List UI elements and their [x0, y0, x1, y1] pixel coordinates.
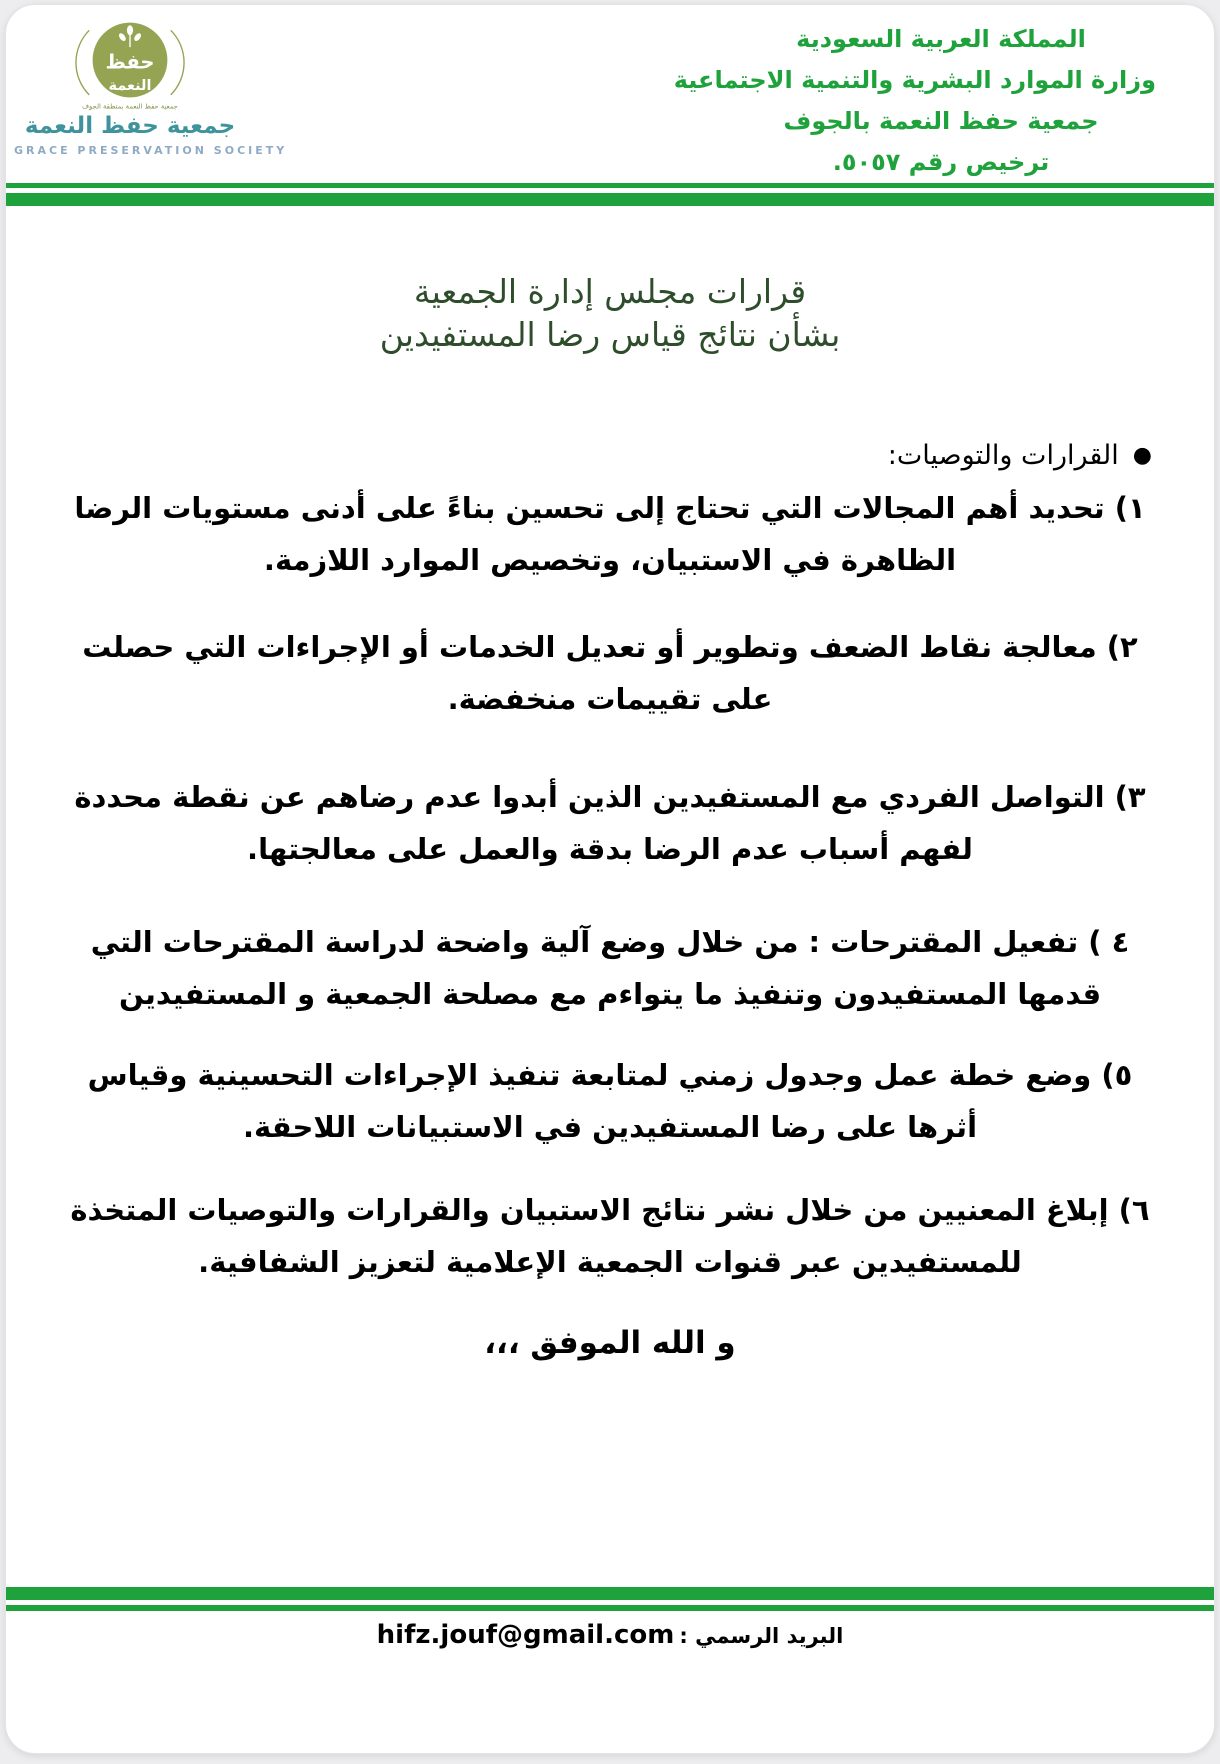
closing-phrase: و الله الموفق ،،، [484, 1325, 736, 1361]
org-header-block [673, 19, 1156, 183]
section-heading-text: القرارات والتوصيات: [887, 440, 1119, 471]
letterhead [6, 5, 1214, 183]
org-line-license: ترخيص رقم ٥٠٥٧. [832, 148, 1050, 176]
org-line-ministry: وزارة الموارد البشرية والتنمية الاجتماعية [673, 66, 1156, 94]
separator-thick-bar [6, 193, 1214, 206]
bullet-icon: ● [1132, 443, 1152, 468]
section-heading [68, 436, 1152, 476]
logo-block [14, 15, 288, 157]
badge-arc-caption: جمعية حفظ النعمة بمنطقة الجوف [82, 102, 178, 111]
logo-wordmark-english: GRACE PRESERVATION SOCIETY [14, 144, 288, 157]
header-separator [6, 183, 1214, 206]
footer-thick-bar [6, 1587, 1214, 1600]
decision-item-5: ٥) وضع خطة عمل وجدول زمني لمتابعة تنفيذ الإجراءات التحسينية وقياس أثرها على رضا المستفيدين في الاستبيانات اللاحقة. [87, 1058, 1133, 1144]
logo-left-arc [76, 30, 89, 95]
badge-word-1: حفظ [105, 50, 155, 74]
decision-item-2: ٢) معالجة نقاط الضعف وتطوير أو تعديل الخدمات أو الإجراءات التي حصلت على تقييمات منخفضة. [82, 630, 1138, 716]
grace-preservation-logo-icon [45, 15, 215, 111]
document-page [5, 4, 1215, 1754]
logo-right-arc [171, 30, 184, 95]
document-title-line1: قرارات مجلس إدارة الجمعية [413, 272, 807, 311]
email-address: hifz.jouf@gmail.com [376, 1620, 675, 1650]
org-line-society: جمعية حفظ النعمة بالجوف [783, 107, 1099, 135]
badge-word-2: النعمة [108, 77, 152, 94]
footer-thin-bar [6, 1605, 1214, 1611]
org-line-country: المملكة العربية السعودية [796, 25, 1086, 53]
decision-item-3: ٣) التواصل الفردي مع المستفيدين الذين أبدوا عدم رضاهم عن نقطة محددة لفهم أسباب عدم الرضا بدقة والعمل على معالجتها. [74, 780, 1146, 866]
document-title-line2: بشأن نتائج قياس رضا المستفيدين [379, 315, 841, 354]
decision-item-4: ٤ ) تفعيل المقترحات : من خلال وضع آلية واضحة لدراسة المقترحات التي قدمها المستفيدون وتنفيذ ما يتواءم مع مصلحة الجمعية و المستفيدين [90, 925, 1130, 1011]
decision-item-6: ٦) إبلاغ المعنيين من خلال نشر نتائج الاستبيان والقرارات والتوصيات المتخذة للمستفيدين عبر قنوات الجمعية الإعلامية لتعزيز الشفافية. [70, 1193, 1150, 1279]
official-email-line [6, 1620, 1214, 1650]
document-footer [6, 1587, 1214, 1650]
document-title [6, 270, 1214, 356]
email-label: البريد الرسمي : [679, 1624, 844, 1648]
decision-item-1: ١) تحديد أهم المجالات التي تحتاج إلى تحسين بناءً على أدنى مستويات الرضا الظاهرة في الاستبيان، وتخصيص الموارد اللازمة. [74, 491, 1146, 577]
document-body [6, 436, 1214, 1365]
logo-wordmark-arabic: جمعية حفظ النعمة [24, 113, 236, 139]
